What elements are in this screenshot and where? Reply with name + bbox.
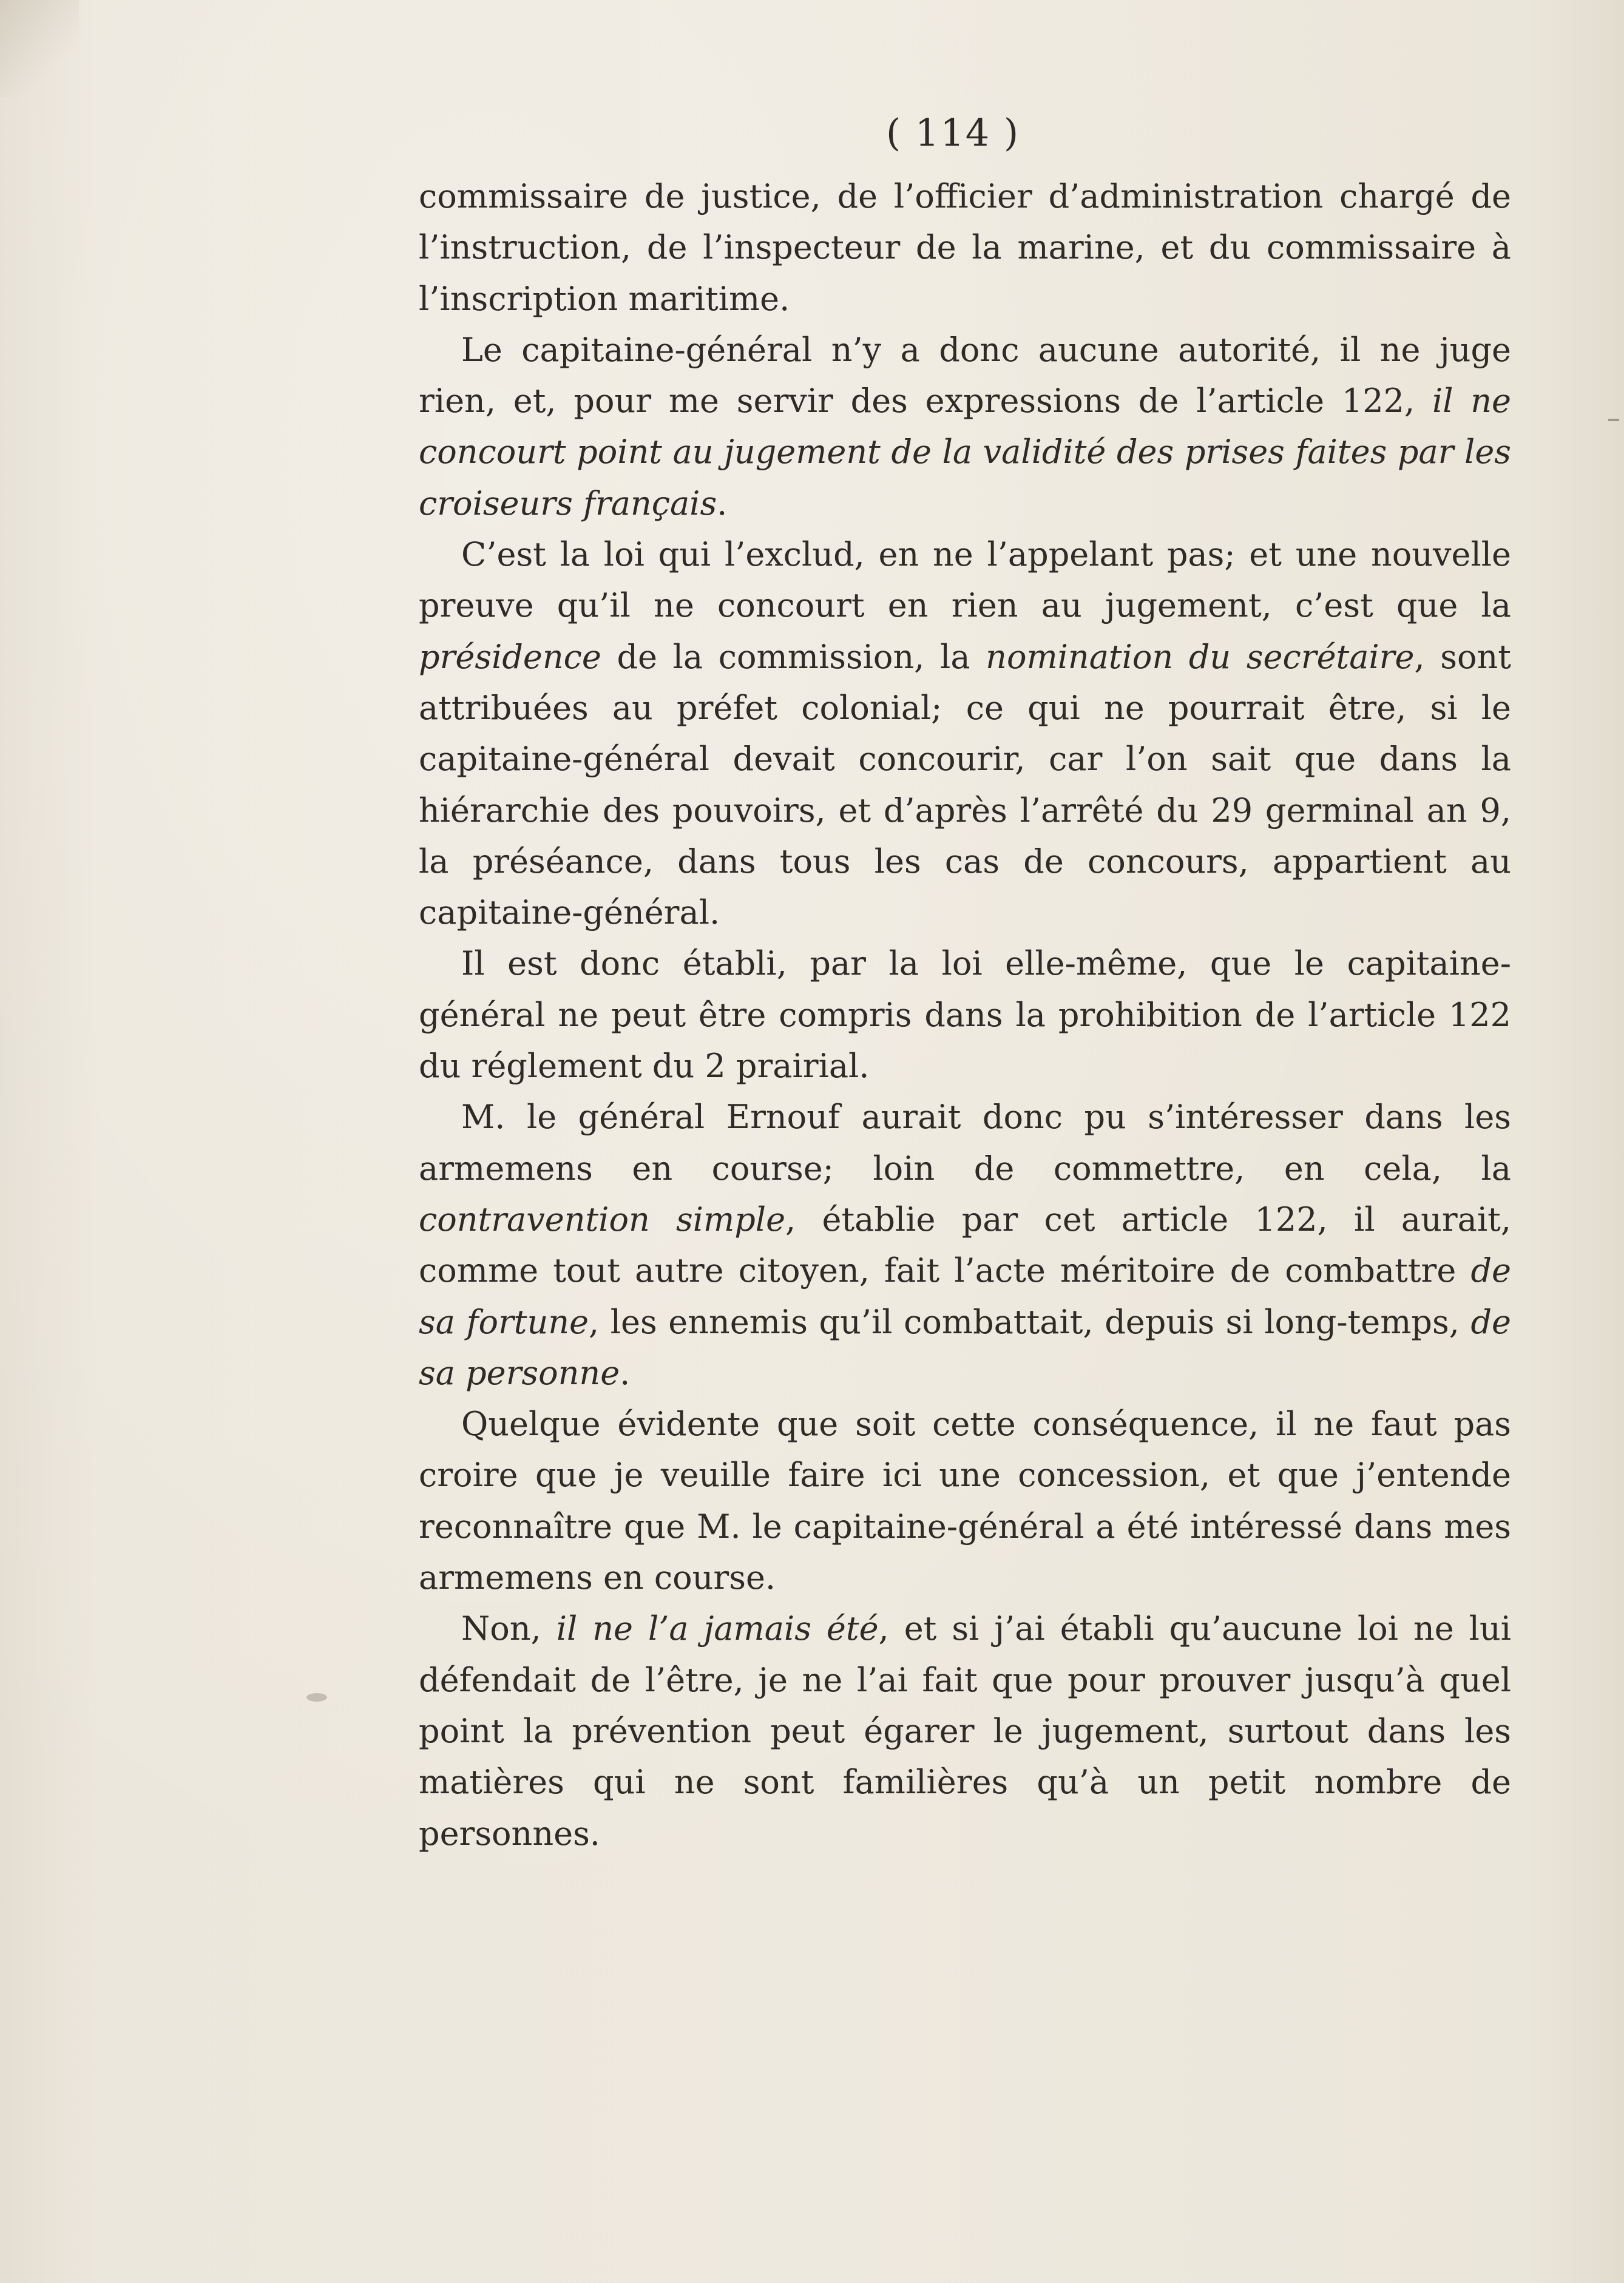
text-run: . <box>620 1353 631 1392</box>
text-run: , les ennemis qu’il combattait, depuis si long-temps, <box>589 1302 1471 1341</box>
page-crease <box>0 0 79 97</box>
text-run: C’est la loi qui l’exclud, en ne l’appelant pas; et une nouvelle preuve qu’il ne concourt en rien au jugement, c’est que la <box>419 535 1511 625</box>
paragraph <box>419 938 1511 1092</box>
italic-text: contravention simple <box>419 1200 786 1239</box>
paragraph <box>419 529 1511 938</box>
text-run: M. le général Ernouf aurait donc pu s’intéresser dans les armemens en course; loin de commettre, en cela, la <box>419 1098 1511 1188</box>
text-run: commissaire de justice, de l’officier d’administration chargé de l’instruction, de l’inspecteur de la marine, et du commissaire à l’inscription maritime. <box>419 177 1511 318</box>
ink-spot <box>306 1693 327 1702</box>
italic-text: présidence <box>419 637 601 676</box>
paragraph <box>419 325 1511 529</box>
text-run: Le capitaine-général n’y a donc aucune autorité, il ne juge rien, et, pour me servir des expressions de l’article 122, <box>419 330 1511 421</box>
paragraph <box>419 1092 1511 1399</box>
text-run: , établie par cet article 122, il aurait, comme tout autre citoyen, fait l’acte méritoire de combattre <box>419 1200 1512 1290</box>
paragraph <box>419 1399 1511 1603</box>
text-run: Non, <box>461 1609 557 1648</box>
body-text <box>419 171 1511 1859</box>
italic-text: il ne concourt point au jugement de la validité des prises faites par les croiseurs français <box>419 382 1512 523</box>
italic-text: nomination du secrétaire <box>986 637 1415 676</box>
edge-mark <box>1608 419 1619 421</box>
italic-text: de sa fortune <box>419 1251 1511 1341</box>
text-run: Quelque évidente que soit cette conséquence, il ne faut pas croire que je veuille faire ici une concession, et que j’entende reconnaître que M. le capitaine-général a été intéressé dans mes armemens en course. <box>419 1405 1511 1597</box>
italic-text: il ne l’a jamais été <box>556 1609 879 1648</box>
text-run: , et si j’ai établi qu’aucune loi ne lui défendait de l’être, je ne l’ai fait que pour prouver jusqu’à quel point la prévention peut égarer le jugement, surtout dans les matières qui ne sont familières qu’à un petit nombre de personnes. <box>419 1609 1511 1853</box>
paragraph <box>419 171 1511 325</box>
text-run: , sont attribuées au préfet colonial; ce qui ne pourrait être, si le capitaine-général devait concourir, car l’on sait que dans la hiérarchie des pouvoirs, et d’après l’arrêté du 29 germinal an 9, la préséance, dans tous les cas de concours, appartient au capitaine-général. <box>419 637 1511 932</box>
italic-text: de sa personne <box>419 1302 1511 1392</box>
page-number: ( 114 ) <box>886 110 1020 155</box>
text-run: de la commission, la <box>601 637 986 676</box>
text-run: . <box>717 484 728 523</box>
text-run: Il est donc établi, par la loi elle-même, que le capitaine-général ne peut être compris dans la prohibition de l’article 122 du réglement du 2 prairial. <box>419 944 1511 1086</box>
paragraph <box>419 1603 1511 1859</box>
